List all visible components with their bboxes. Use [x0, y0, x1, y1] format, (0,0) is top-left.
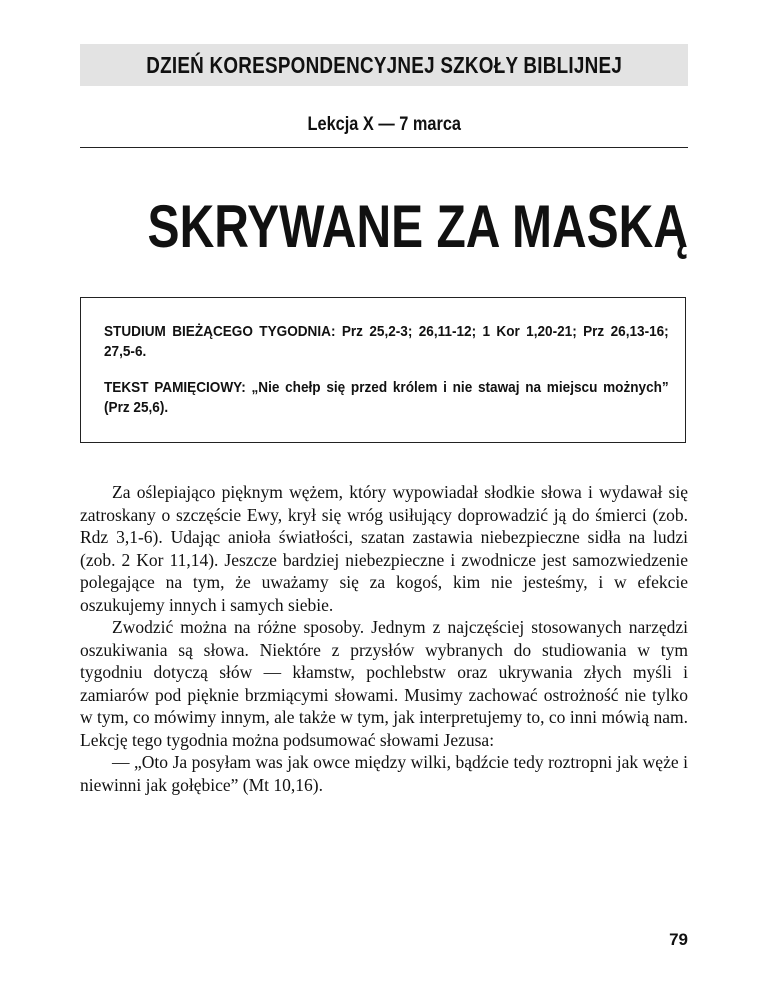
header-rule	[80, 147, 688, 148]
section-header	[80, 44, 688, 86]
lesson-label-text: Lekcja X — 7 marca	[307, 114, 461, 135]
section-title: DZIEŃ KORESPONDENCYJNEJ SZKOŁY BIBLIJNEJ	[146, 51, 622, 78]
memory-text: TEKST PAMIĘCIOWY: „Nie chełp się przed królem i nie stawaj na miejscu możnych” (Prz 25,6).	[104, 379, 669, 416]
page-title-text: SKRYWANE ZA MASKĄ	[147, 193, 689, 260]
page-number: 79	[669, 930, 688, 949]
lesson-label	[80, 114, 688, 136]
body-paragraph: — „Oto Ja posyłam was jak owce między wilki, bądźcie tedy roztropni jak węże i niewinni jak gołębice” (Mt 10,16).	[80, 752, 688, 795]
body-paragraph: Za oślepiająco pięknym wężem, który wypowiadał słodkie słowa i wydawał się zatroskany o szczęście Ewy, krył się wróg usiłujący doprowadzić ją do śmierci (zob. Rdz 3,1-6). Udając anioła światłości, szatan zastawia niebezpieczne sidła na ludzi (zob. 2 Kor 11,14). Jeszcze bardziej niebezpieczne i zwodnicze jest samozwiedzenie polegające na tym, że uważamy się za kogoś, kim nie jesteśmy, i w efekcie oszukujemy innych i samych siebie.	[80, 482, 688, 615]
body-text	[80, 481, 688, 796]
page-title	[80, 192, 688, 262]
study-box	[80, 297, 686, 443]
body-paragraph: Zwodzić można na różne sposoby. Jednym z najczęściej stosowanych narzędzi oszukiwania są słowa. Niektóre z przysłów wybranych do studiowania w tym tygodniu dotyczą słów — kłamstw, pochlebstw oraz ukrywania złych myśli i zamiarów pod pięknie brzmiącymi słowami. Musimy zachować ostrożność nie tylko w tym, co mówimy innym, ale także w tym, jak interpretujemy to, co inni mówią nam. Lekcję tego tygodnia można podsumować słowami Jezusa:	[80, 617, 688, 750]
weekly-study: STUDIUM BIEŻĄCEGO TYGODNIA: Prz 25,2-3; 26,11-12; 1 Kor 1,20-21; Prz 26,13-16; 27,5-6.	[104, 323, 669, 360]
